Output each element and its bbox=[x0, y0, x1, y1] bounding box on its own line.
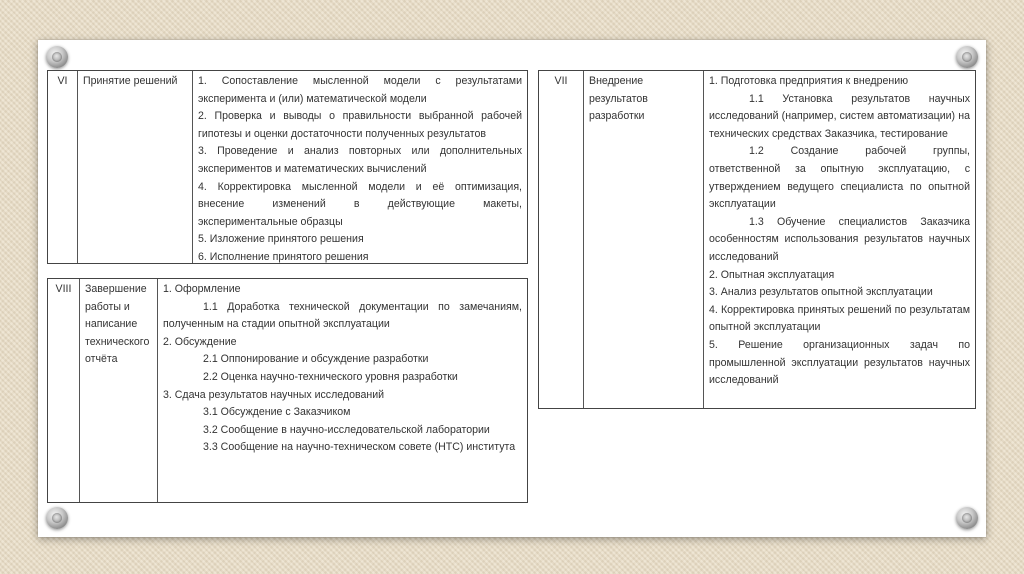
list-item: 2. Проверка и выводы о правильности выбранной рабочей гипотезы и оценки достаточности полученных результатов bbox=[198, 110, 522, 140]
list-item: 1.1 Установка результатов научных исследований (например, систем автоматизации) на технических средствах Заказчика, тестирование bbox=[709, 92, 970, 140]
list-item: 2.2 Оценка научно-технического уровня разработки bbox=[203, 370, 458, 383]
list-item: 4. Корректировка принятых решений по результатам опытной эксплуатации bbox=[709, 303, 970, 334]
stage-vi-table bbox=[47, 70, 528, 264]
stage-number: VIII bbox=[48, 279, 80, 502]
stage-name: Принятие решений bbox=[78, 71, 193, 263]
pin-icon bbox=[956, 507, 978, 529]
list-item: 5. Решение организационных задач по промышленной эксплуатации результатов научных исследований bbox=[709, 338, 970, 387]
list-item: 1. Подготовка предприятия к внедрению bbox=[709, 75, 909, 87]
list-item: 1.1 Доработка технической документации по замечаниям, полученным на стадии опытной эксплуатации bbox=[163, 300, 522, 331]
stage-number: VII bbox=[539, 71, 584, 408]
stage-vii-table bbox=[538, 70, 976, 409]
list-item: 1. Сопоставление мысленной модели с результатами эксперимента и (или) математической модели bbox=[198, 75, 522, 105]
list-item: 3. Сдача результатов научных исследований bbox=[163, 388, 385, 401]
list-item: 1. Оформление bbox=[163, 283, 241, 295]
stage-content bbox=[158, 279, 527, 502]
stage-name: Внедрение результатов разработки bbox=[584, 71, 704, 408]
stage-viii-table bbox=[47, 278, 528, 503]
list-item: 3. Проведение и анализ повторных или дополнительных экспериментов и математических вычислений bbox=[198, 145, 522, 175]
stage-number: VI bbox=[48, 71, 78, 263]
pin-icon bbox=[46, 507, 68, 529]
stage-content bbox=[704, 71, 975, 408]
list-item: 3. Анализ результатов опытной эксплуатации bbox=[709, 286, 933, 299]
list-item: 3.3 Сообщение на научно-техническом совете (НТС) института bbox=[203, 441, 516, 454]
list-item: 1.2 Создание рабочей группы, ответственной за опытную эксплуатацию, с утверждением ведущего специалиста по опытной эксплуатации bbox=[709, 145, 970, 211]
pin-icon bbox=[46, 46, 68, 68]
slide-board bbox=[38, 40, 986, 537]
list-item: 5. Изложение принятого решения bbox=[198, 233, 364, 246]
list-item: 1.3 Обучение специалистов Заказчика особенностям использования результатов научных исследований bbox=[709, 215, 970, 263]
stage-name: Завершение работы и написание технического отчёта bbox=[80, 279, 158, 502]
list-item: 3.2 Сообщение в научно-исследовательской лаборатории bbox=[203, 423, 490, 436]
stage-content bbox=[193, 71, 527, 263]
list-item: 2.1 Оппонирование и обсуждение разработки bbox=[203, 353, 429, 366]
list-item: 2. Опытная эксплуатация bbox=[709, 268, 835, 281]
list-item: 2. Обсуждение bbox=[163, 335, 237, 348]
list-item: 6. Исполнение принятого решения bbox=[198, 250, 369, 263]
list-item: 4. Корректировка мысленной модели и её оптимизация, внесение изменений в действующие макеты, экспериментальные образцы bbox=[198, 180, 522, 228]
list-item: 3.1 Обсуждение с Заказчиком bbox=[203, 406, 351, 419]
pin-icon bbox=[956, 46, 978, 68]
